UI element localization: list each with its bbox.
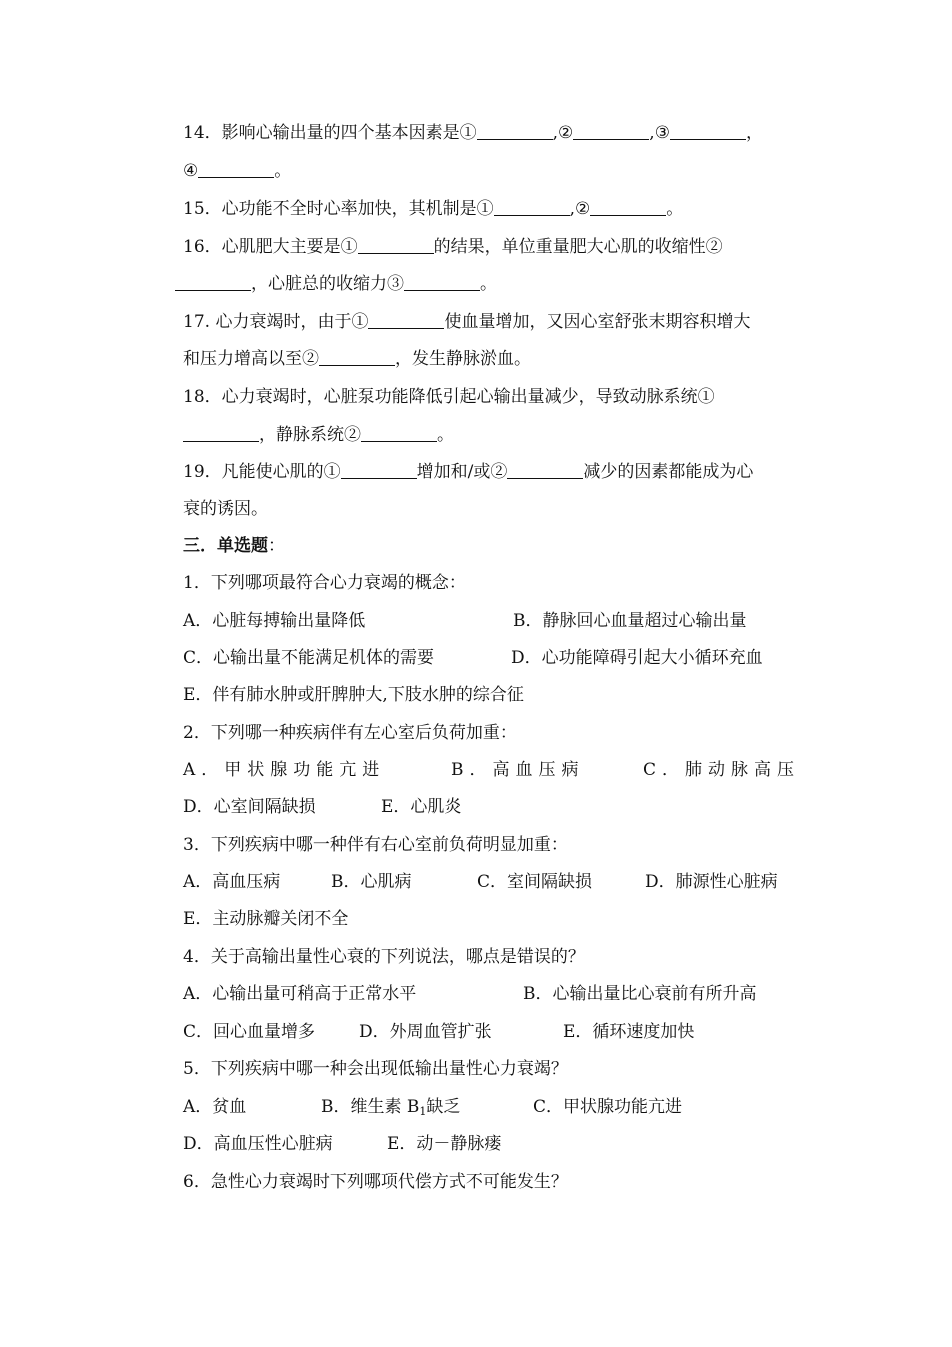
q19-text: 衰的诱因。 xyxy=(183,499,268,519)
q14-text: ,② xyxy=(552,123,574,143)
blank-field xyxy=(477,121,553,140)
options-row xyxy=(183,978,813,1010)
q14-text: ， xyxy=(745,123,763,143)
option-e: E．循环速度加快 xyxy=(563,1022,695,1042)
q17-text: ，发生静脉淤血。 xyxy=(395,349,531,369)
option-c: C．肺动脉高压 xyxy=(643,760,801,780)
blank-field xyxy=(368,310,444,329)
q18-line2 xyxy=(183,419,813,451)
q14-text: ④ xyxy=(183,161,199,181)
q15-text: 。 xyxy=(666,199,684,219)
option-b-suffix: 缺乏 xyxy=(426,1097,461,1117)
options-row xyxy=(183,1091,813,1123)
blank-field xyxy=(507,460,583,479)
stem-text: 3．下列疾病中哪一种伴有右心室前负荷明显加重： xyxy=(183,835,568,855)
option-b xyxy=(321,1091,460,1128)
stem-text: 6．急性心力衰竭时下列哪项代偿方式不可能发生？ xyxy=(183,1172,568,1192)
q14-text: 14．影响心输出量的四个基本因素是① xyxy=(183,123,477,143)
option-c: C．心输出量不能满足机体的需要 xyxy=(183,648,435,668)
blank-field xyxy=(341,460,417,479)
option-c: C．室间隔缺损 xyxy=(477,872,593,892)
q17-text: 17. 心力衰竭时，由于① xyxy=(183,312,369,332)
option-e: E．心肌炎 xyxy=(381,797,462,817)
blank-field xyxy=(175,272,251,291)
q19-text: 19．凡能使心肌的① xyxy=(183,462,341,482)
options-row xyxy=(183,754,813,786)
blank-field xyxy=(319,347,395,366)
q16-text: 16．心肌肥大主要是① xyxy=(183,237,358,257)
q18-text: 。 xyxy=(437,425,454,445)
blank-field xyxy=(358,235,434,254)
q15-text: ,② xyxy=(569,199,591,219)
option-d: D．心室间隔缺损 xyxy=(183,797,316,817)
option-e: E．主动脉瓣关闭不全 xyxy=(183,909,349,929)
q15-line xyxy=(183,193,813,225)
blank-field xyxy=(404,272,480,291)
q17-line2 xyxy=(183,343,813,375)
option-c: C．回心血量增多 xyxy=(183,1022,316,1042)
question-stem xyxy=(183,829,813,861)
stem-text: 4．关于高输出量性心衰的下列说法，哪点是错误的？ xyxy=(183,947,585,967)
q14-line1 xyxy=(183,117,813,149)
options-row xyxy=(183,903,813,935)
blank-field xyxy=(573,121,649,140)
option-a: A．心输出量可稍高于正常水平 xyxy=(183,984,417,1004)
option-a: A．甲状腺功能亢进 xyxy=(183,760,386,780)
option-c: C．甲状腺功能亢进 xyxy=(533,1097,683,1117)
q16-line1 xyxy=(183,231,813,263)
option-d: D．心功能障碍引起大小循环充血 xyxy=(511,648,763,668)
option-b: B．心输出量比心衰前有所升高 xyxy=(523,984,757,1004)
options-row xyxy=(183,642,813,674)
q17-line1 xyxy=(183,306,813,338)
question-stem xyxy=(183,717,813,749)
option-a: A．贫血 xyxy=(183,1097,247,1117)
option-d: D．高血压性心脏病 xyxy=(183,1134,333,1154)
q16-text: ，心脏总的收缩力③ xyxy=(251,274,404,294)
stem-text: 2．下列哪一种疾病伴有左心室后负荷加重： xyxy=(183,723,517,743)
q19-text: 减少的因素都能成为心 xyxy=(583,462,754,482)
q14-line2 xyxy=(183,155,813,187)
option-d: D．肺源性心脏病 xyxy=(645,872,778,892)
options-row xyxy=(183,679,813,711)
options-row xyxy=(183,1128,813,1160)
option-b: B．静脉回心血量超过心输出量 xyxy=(513,611,747,631)
stem-text: 5．下列疾病中哪一种会出现低输出量性心力衰竭？ xyxy=(183,1059,568,1079)
q15-text: 15．心功能不全时心率加快，其机制是① xyxy=(183,199,494,219)
q19-line2 xyxy=(183,493,813,525)
q16-text: 。 xyxy=(480,274,497,294)
blank-field xyxy=(670,121,746,140)
option-b: B．心肌病 xyxy=(331,872,412,892)
blank-field xyxy=(494,197,570,216)
section-title: 三．单选题 xyxy=(183,536,268,556)
options-row xyxy=(183,791,813,823)
option-d: D．外周血管扩张 xyxy=(359,1022,492,1042)
q16-line2 xyxy=(175,268,805,300)
blank-field xyxy=(183,423,259,442)
options-row xyxy=(183,1016,813,1048)
option-b: B．高血压病 xyxy=(451,760,585,780)
q18-text: ，静脉系统② xyxy=(259,425,361,445)
option-a: A．心脏每搏输出量降低 xyxy=(183,611,366,631)
option-a: A．高血压病 xyxy=(183,872,281,892)
q18-line1 xyxy=(183,381,813,413)
options-row xyxy=(183,605,813,637)
subscript: 1 xyxy=(419,1105,427,1118)
q17-text: 使血量增加，又因心室舒张末期容积增大 xyxy=(444,312,751,332)
option-e: E．动－静脉瘘 xyxy=(387,1134,502,1154)
question-stem xyxy=(183,941,813,973)
option-b-text: B．维生素 B xyxy=(321,1097,420,1117)
q19-text: 增加和/或② xyxy=(416,462,508,482)
q17-text: 和压力增高以至② xyxy=(183,349,319,369)
question-stem xyxy=(183,1166,813,1198)
blank-field xyxy=(198,159,274,178)
option-e: E．伴有肺水肿或肝脾肿大,下肢水肿的综合征 xyxy=(183,685,524,705)
q19-line1 xyxy=(183,456,813,488)
options-row xyxy=(183,866,813,898)
blank-field xyxy=(361,423,437,442)
section-title-suffix: ： xyxy=(268,536,285,556)
q14-text: 。 xyxy=(274,161,292,181)
question-stem xyxy=(183,567,813,599)
stem-text: 1．下列哪项最符合心力衰竭的概念： xyxy=(183,573,466,593)
question-stem xyxy=(183,1053,813,1085)
q14-text: ,③ xyxy=(649,123,670,143)
q18-text: 18．心力衰竭时，心脏泵功能降低引起心输出量减少，导致动脉系统① xyxy=(183,387,715,407)
q16-text: 的结果，单位重量肥大心肌的收缩性② xyxy=(433,237,723,257)
blank-field xyxy=(590,197,666,216)
section-heading xyxy=(183,530,813,562)
